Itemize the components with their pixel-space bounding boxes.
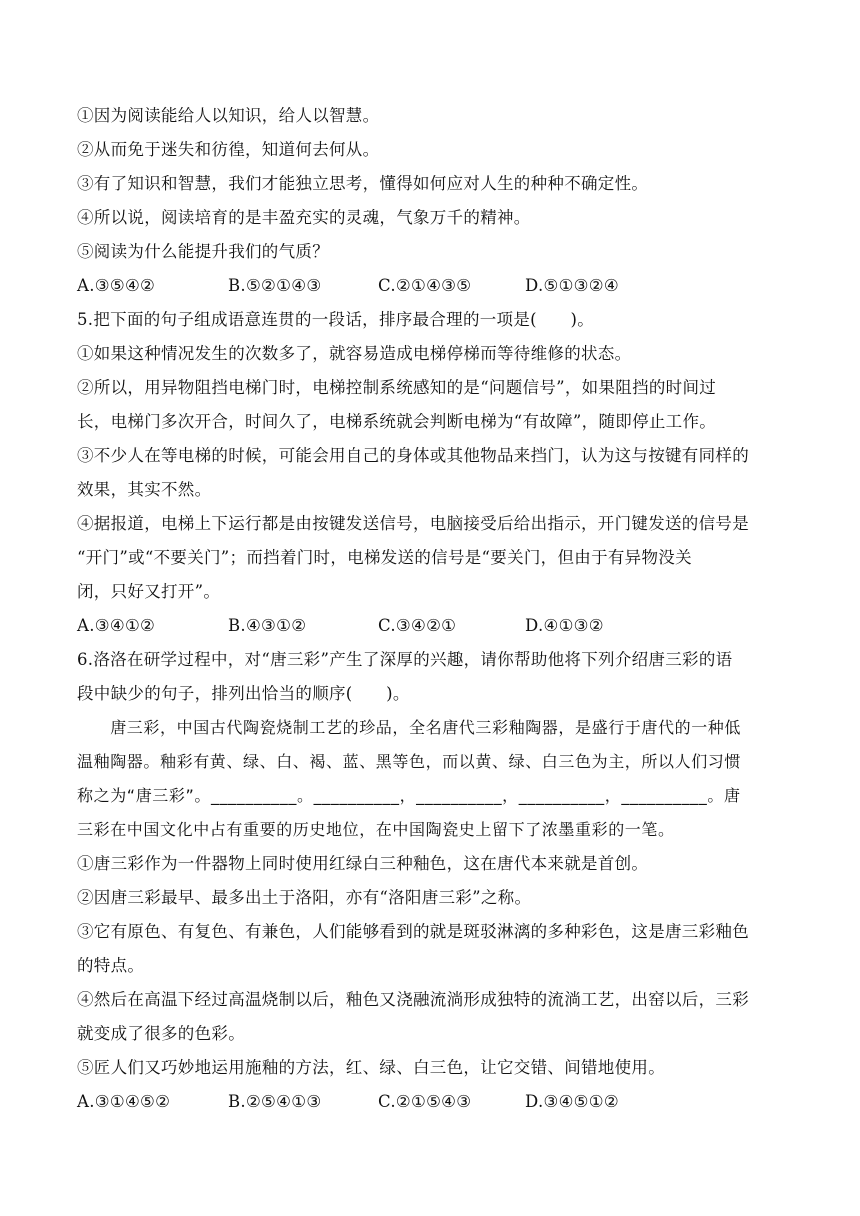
q6-item: ①唐三彩作为一件器物上同时使用红绿白三种釉色，这在唐代本来就是首创。	[77, 854, 649, 873]
option-c: C.③④②①	[378, 616, 457, 635]
option-a: A.③⑤④②	[77, 276, 156, 295]
sentence-1: ①因为阅读能给人以知识，给人以智慧。	[77, 106, 380, 125]
q5-item: ②所以，用异物阻挡电梯门时，电梯控制系统感知的是“问题信号”，如果阻挡的时间过	[77, 378, 717, 397]
q6-item: ⑤匠人们又巧妙地运用施釉的方法，红、绿、白三色，让它交错、间错地使用。	[77, 1058, 665, 1077]
q6-item: ②因唐三彩最早、最多出土于洛阳，亦有“洛阳唐三彩”之称。	[77, 888, 532, 907]
q5-stem: 5.把下面的句子组成语意连贯的一段话，排序最合理的一项是( )。	[77, 310, 595, 329]
q5-item: ④据报道，电梯上下运行都是由按键发送信号，电脑接受后给出指示，开门键发送的信号是	[77, 514, 749, 533]
q4-options	[77, 276, 783, 296]
q5-item: ③不少人在等电梯的时候，可能会用自己的身体或其他物品来挡门，认为这与按键有同样的	[77, 446, 749, 465]
option-d: D.④①③②	[525, 616, 604, 635]
sentence-5: ⑤阅读为什么能提升我们的气质？	[77, 242, 329, 261]
q5-item: 长，电梯门多次开合，时间久了，电梯系统就会判断电梯为“有故障”，随即停止工作。	[77, 412, 717, 431]
q5-item: 效果，其实不然。	[77, 480, 212, 499]
sentence-3: ③有了知识和智慧，我们才能独立思考，懂得如何应对人生的种种不确定性。	[77, 174, 649, 193]
q5-item: “开门”或“不要关门”；而挡着门时，电梯发送的信号是“要关门，但由于有异物没关	[77, 548, 692, 567]
option-c: C.②①⑤④③	[378, 1092, 472, 1111]
q6-item: ③它有原色、有复色、有兼色，人们能够看到的就是斑驳淋漓的多种彩色，这是唐三彩釉色	[77, 922, 749, 941]
q6-stem: 6.洛洛在研学过程中，对“唐三彩”产生了深厚的兴趣，请你帮助他将下列介绍唐三彩的语	[77, 650, 733, 669]
sentence-2: ②从而免于迷失和彷徨，知道何去何从。	[77, 140, 380, 159]
q5-options	[77, 616, 783, 636]
q6-item: ④然后在高温下经过高温烧制以后，釉色又浇融流淌形成独特的流淌工艺，出窑以后，三彩	[77, 990, 749, 1009]
option-b: B.⑤②①④③	[228, 276, 322, 295]
option-b: B.④③①②	[228, 616, 307, 635]
q6-item: 就变成了很多的色彩。	[77, 1024, 245, 1043]
option-a: A.③①④⑤②	[77, 1092, 171, 1111]
q6-options	[77, 1092, 783, 1112]
q5-item: 闭，只好又打开”。	[77, 582, 221, 601]
passage-line: 三彩在中国文化中占有重要的历史地位，在中国陶瓷史上留下了浓墨重彩的一笔。	[77, 820, 675, 839]
option-d: D.⑤①③②④	[525, 276, 619, 295]
q5-item: ①如果这种情况发生的次数多了，就容易造成电梯停梯而等待维修的状态。	[77, 344, 632, 363]
passage-line: 唐三彩，中国古代陶瓷烧制工艺的珍品，全名唐代三彩釉陶器，是盛行于唐代的一种低	[77, 718, 742, 737]
q6-stem: 段中缺少的句子，排列出恰当的顺序( )。	[77, 684, 410, 703]
q6-item: 的特点。	[77, 956, 145, 975]
option-b: B.②⑤④①③	[228, 1092, 322, 1111]
option-d: D.③④⑤①②	[525, 1092, 619, 1111]
passage-line: 称之为“唐三彩”。__________。__________，__________，__________，__________。唐	[77, 786, 741, 805]
sentence-4: ④所以说，阅读培育的是丰盈充实的灵魂，气象万千的精神。	[77, 208, 531, 227]
passage-line: 温釉陶器。釉彩有黄、绿、白、褐、蓝、黑等色，而以黄、绿、白三色为主，所以人们习惯	[77, 752, 742, 771]
option-a: A.③④①②	[77, 616, 156, 635]
option-c: C.②①④③⑤	[378, 276, 472, 295]
